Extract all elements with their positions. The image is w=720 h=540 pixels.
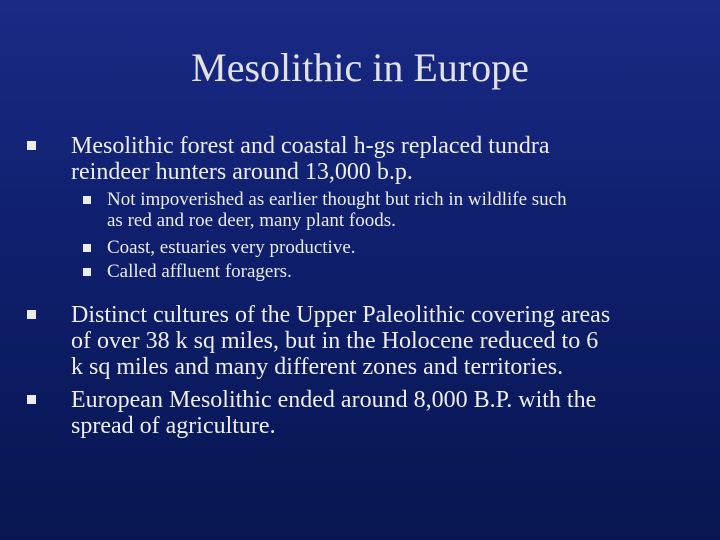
square-bullet-icon	[27, 141, 36, 150]
bullet-text-line: k sq miles and many different zones and territories.	[71, 354, 564, 380]
square-bullet-icon	[27, 310, 36, 319]
bullet-text-line: European Mesolithic ended around 8,000 B.P. with the	[71, 387, 597, 413]
square-bullet-icon	[83, 244, 91, 252]
bullet-text-line: Distinct cultures of the Upper Paleolithic covering areas	[71, 302, 611, 328]
square-bullet-icon	[27, 395, 36, 404]
slide-title: Mesolithic in Europe	[191, 45, 529, 90]
bullet-text-line: spread of agriculture.	[71, 413, 276, 439]
sub-bullet-text-line: as red and roe deer, many plant foods.	[107, 210, 396, 231]
bullet-text-line: reindeer hunters around 13,000 b.p.	[71, 159, 413, 185]
bullet-text-line: of over 38 k sq miles, but in the Holocene reduced to 6	[71, 328, 599, 354]
sub-bullet-text-line: Not impoverished as earlier thought but rich in wildlife such	[107, 189, 567, 210]
sub-bullet-text-line: Called affluent foragers.	[107, 261, 292, 282]
sub-bullet-text-line: Coast, estuaries very productive.	[107, 237, 356, 258]
bullet-text-line: Mesolithic forest and coastal h-gs replaced tundra	[71, 133, 550, 159]
square-bullet-icon	[83, 196, 91, 204]
square-bullet-icon	[83, 268, 91, 276]
